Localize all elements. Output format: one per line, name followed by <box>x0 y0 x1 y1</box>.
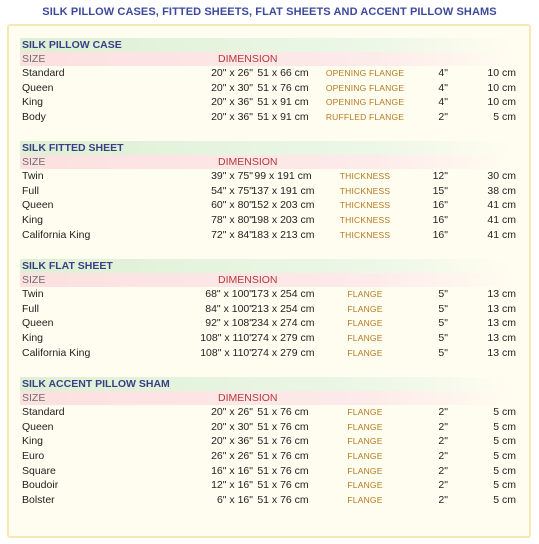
dimension-cm-cell: 213 x 254 cm <box>251 302 315 315</box>
dimension-inches-cell: 39" x 75" <box>211 170 253 182</box>
feature-label-cell: THICKNESS <box>339 171 391 181</box>
feature-cm-cell: 13 cm <box>487 288 516 300</box>
dimension-cm-cell: 51 x 76 cm <box>257 406 309 418</box>
section-heading: SILK ACCENT PILLOW SHAM <box>20 377 516 391</box>
dimension-cm-cell: 152 x 203 cm <box>251 199 315 212</box>
feature-cm-cell: 10 cm <box>487 81 516 94</box>
size-name-cell: California King <box>22 228 91 241</box>
table-row <box>20 405 516 420</box>
dimension-inches-cell: 20" x 36" <box>211 435 253 448</box>
column-header-row <box>20 391 516 405</box>
feature-inches-cell: 12" <box>432 170 448 182</box>
feature-label-cell: THICKNESS <box>339 185 391 196</box>
feature-cm-cell: 5 cm <box>493 479 516 492</box>
dimension-inches-cell: 78" x 80" <box>211 214 253 227</box>
size-name-cell: King <box>22 332 44 345</box>
size-name-cell: Boudoir <box>22 479 59 492</box>
dimension-inches-cell: 20" x 36" <box>211 111 253 124</box>
dimension-column-label: DIMENSION <box>218 274 278 286</box>
dimension-inches-cell: 20" x 30" <box>211 81 253 94</box>
dimension-column-label: DIMENSION <box>218 156 278 168</box>
feature-cm-cell: 5 cm <box>493 494 516 507</box>
section-heading: SILK FLAT SHEET <box>20 259 516 273</box>
table-row <box>20 464 516 479</box>
feature-label-cell: RUFFLED FLANGE <box>325 112 405 123</box>
dimension-inches-cell: 108" x 110" <box>200 346 253 359</box>
feature-label-cell: FLANGE <box>347 451 383 462</box>
feature-label-cell: FLANGE <box>347 421 383 432</box>
table-row <box>20 198 516 213</box>
dimension-cm-cell: 274 x 279 cm <box>251 346 315 359</box>
dimension-inches-cell: 20" x 36" <box>211 96 253 109</box>
feature-label-cell: OPENING FLANGE <box>325 97 405 108</box>
dimension-inches-cell: 54" x 75" <box>211 184 253 197</box>
feature-cm-cell: 41 cm <box>487 228 516 241</box>
dimension-inches-cell: 92" x 108" <box>205 317 253 330</box>
feature-inches-cell: 2" <box>438 111 448 124</box>
table-row <box>20 81 516 96</box>
feature-inches-cell: 16" <box>432 199 448 212</box>
dimension-cm-cell: 51 x 76 cm <box>257 435 309 448</box>
table-row <box>20 493 516 508</box>
size-section <box>20 38 516 125</box>
feature-label-cell: OPENING FLANGE <box>325 82 405 93</box>
dimension-cm-cell: 51 x 76 cm <box>257 494 309 507</box>
size-column-label: SIZE <box>22 392 46 404</box>
section-heading: SILK PILLOW CASE <box>20 38 516 52</box>
table-row <box>20 478 516 493</box>
table-row <box>20 213 516 228</box>
feature-label-cell: FLANGE <box>347 495 383 506</box>
feature-cm-cell: 13 cm <box>487 302 516 315</box>
feature-inches-cell: 2" <box>438 406 448 418</box>
feature-cm-cell: 13 cm <box>487 317 516 330</box>
dimension-inches-cell: 72" x 84" <box>211 228 253 241</box>
feature-inches-cell: 5" <box>438 317 448 330</box>
dimension-inches-cell: 16" x 16" <box>211 464 253 477</box>
dimension-cm-cell: 51 x 76 cm <box>257 420 309 433</box>
size-name-cell: Queen <box>22 317 54 330</box>
feature-cm-cell: 5 cm <box>493 420 516 433</box>
feature-inches-cell: 4" <box>438 96 448 109</box>
table-row <box>20 420 516 435</box>
feature-inches-cell: 2" <box>438 494 448 507</box>
feature-cm-cell: 5 cm <box>493 464 516 477</box>
table-row <box>20 434 516 449</box>
size-name-cell: Bolster <box>22 494 55 507</box>
feature-label-cell: FLANGE <box>347 347 383 358</box>
size-name-cell: Full <box>22 184 39 197</box>
feature-inches-cell: 2" <box>438 435 448 448</box>
feature-cm-cell: 41 cm <box>487 214 516 227</box>
feature-label-cell: THICKNESS <box>339 215 391 226</box>
table-row <box>20 331 516 346</box>
dimension-cm-cell: 51 x 76 cm <box>257 450 309 463</box>
feature-label-cell: THICKNESS <box>339 200 391 211</box>
feature-label-cell: THICKNESS <box>339 229 391 240</box>
column-header-row <box>20 155 516 169</box>
dimension-inches-cell: 68" x 100" <box>205 288 253 300</box>
size-name-cell: Body <box>22 111 46 124</box>
dimension-cm-cell: 234 x 274 cm <box>251 317 315 330</box>
dimension-cm-cell: 51 x 76 cm <box>257 81 309 94</box>
dimension-cm-cell: 198 x 203 cm <box>251 214 315 227</box>
dimension-cm-cell: 137 x 191 cm <box>251 184 315 197</box>
feature-inches-cell: 2" <box>438 420 448 433</box>
feature-cm-cell: 38 cm <box>487 184 516 197</box>
feature-inches-cell: 4" <box>438 81 448 94</box>
feature-cm-cell: 5 cm <box>493 435 516 448</box>
dimension-inches-cell: 6" x 16" <box>216 494 253 507</box>
table-row <box>20 287 516 302</box>
feature-label-cell: FLANGE <box>347 480 383 491</box>
dimension-inches-cell: 108" x 110" <box>200 332 253 345</box>
feature-cm-cell: 5 cm <box>493 406 516 418</box>
dimension-column-label: DIMENSION <box>218 392 278 404</box>
feature-cm-cell: 13 cm <box>487 346 516 359</box>
dimension-column-label: DIMENSION <box>218 53 278 65</box>
feature-cm-cell: 41 cm <box>487 199 516 212</box>
feature-cm-cell: 13 cm <box>487 332 516 345</box>
dimension-cm-cell: 183 x 213 cm <box>251 228 315 241</box>
dimension-inches-cell: 20" x 26" <box>211 406 253 418</box>
feature-inches-cell: 4" <box>438 67 448 79</box>
dimension-cm-cell: 51 x 76 cm <box>257 464 309 477</box>
feature-inches-cell: 5" <box>438 302 448 315</box>
dimension-cm-cell: 51 x 91 cm <box>257 96 309 109</box>
table-row <box>20 449 516 464</box>
column-header-row <box>20 52 516 66</box>
feature-inches-cell: 2" <box>438 479 448 492</box>
size-column-label: SIZE <box>22 53 46 65</box>
dimension-inches-cell: 84" x 100" <box>205 302 253 315</box>
feature-label-cell: FLANGE <box>347 289 383 299</box>
size-column-label: SIZE <box>22 274 46 286</box>
feature-label-cell: FLANGE <box>347 407 383 417</box>
feature-cm-cell: 10 cm <box>487 67 516 79</box>
dimension-cm-cell: 51 x 66 cm <box>257 67 309 79</box>
dimension-cm-cell: 51 x 76 cm <box>257 479 309 492</box>
feature-inches-cell: 16" <box>432 214 448 227</box>
size-column-label: SIZE <box>22 156 46 168</box>
size-name-cell: Queen <box>22 199 54 212</box>
feature-inches-cell: 2" <box>438 464 448 477</box>
dimension-inches-cell: 60" x 80" <box>211 199 253 212</box>
table-row <box>20 110 516 125</box>
size-name-cell: King <box>22 96 44 109</box>
dimension-inches-cell: 20" x 26" <box>211 67 253 79</box>
dimension-inches-cell: 20" x 30" <box>211 420 253 433</box>
size-name-cell: Square <box>22 464 56 477</box>
feature-cm-cell: 5 cm <box>493 111 516 124</box>
dimension-inches-cell: 12" x 16" <box>211 479 253 492</box>
table-row <box>20 66 516 81</box>
feature-inches-cell: 2" <box>438 450 448 463</box>
size-name-cell: Queen <box>22 81 54 94</box>
feature-inches-cell: 5" <box>438 288 448 300</box>
table-row <box>20 346 516 361</box>
page-title: SILK PILLOW CASES, FITTED SHEETS, FLAT SHEETS AND ACCENT PILLOW SHAMS <box>42 6 497 18</box>
size-name-cell: Standard <box>22 67 65 79</box>
feature-inches-cell: 5" <box>438 346 448 359</box>
feature-inches-cell: 16" <box>432 228 448 241</box>
size-section <box>20 259 516 360</box>
size-name-cell: Full <box>22 302 39 315</box>
section-heading: SILK FITTED SHEET <box>20 141 516 155</box>
size-name-cell: King <box>22 214 44 227</box>
table-row <box>20 302 516 317</box>
size-name-cell: King <box>22 435 44 448</box>
column-header-row <box>20 273 516 287</box>
feature-label-cell: FLANGE <box>347 333 383 344</box>
table-row <box>20 95 516 110</box>
feature-inches-cell: 15" <box>432 184 448 197</box>
feature-cm-cell: 5 cm <box>493 450 516 463</box>
table-row <box>20 316 516 331</box>
size-name-cell: Euro <box>22 450 45 463</box>
dimension-cm-cell: 173 x 254 cm <box>251 288 315 300</box>
feature-label-cell: OPENING FLANGE <box>325 68 405 78</box>
table-row <box>20 169 516 184</box>
size-name-cell: Twin <box>22 288 44 300</box>
feature-label-cell: FLANGE <box>347 465 383 476</box>
dimension-inches-cell: 26" x 26" <box>211 450 253 463</box>
size-section <box>20 377 516 508</box>
dimension-cm-cell: 274 x 279 cm <box>251 332 315 345</box>
size-name-cell: Standard <box>22 406 65 418</box>
size-name-cell: Twin <box>22 170 44 182</box>
size-name-cell: California King <box>22 346 91 359</box>
table-row <box>20 228 516 243</box>
feature-inches-cell: 5" <box>438 332 448 345</box>
feature-label-cell: FLANGE <box>347 303 383 314</box>
table-row <box>20 184 516 199</box>
feature-cm-cell: 30 cm <box>487 170 516 182</box>
size-name-cell: Queen <box>22 420 54 433</box>
feature-cm-cell: 10 cm <box>487 96 516 109</box>
size-section <box>20 141 516 242</box>
dimension-cm-cell: 51 x 91 cm <box>257 111 309 124</box>
dimension-cm-cell: 99 x 191 cm <box>254 170 312 182</box>
feature-label-cell: FLANGE <box>347 318 383 329</box>
feature-label-cell: FLANGE <box>347 436 383 447</box>
